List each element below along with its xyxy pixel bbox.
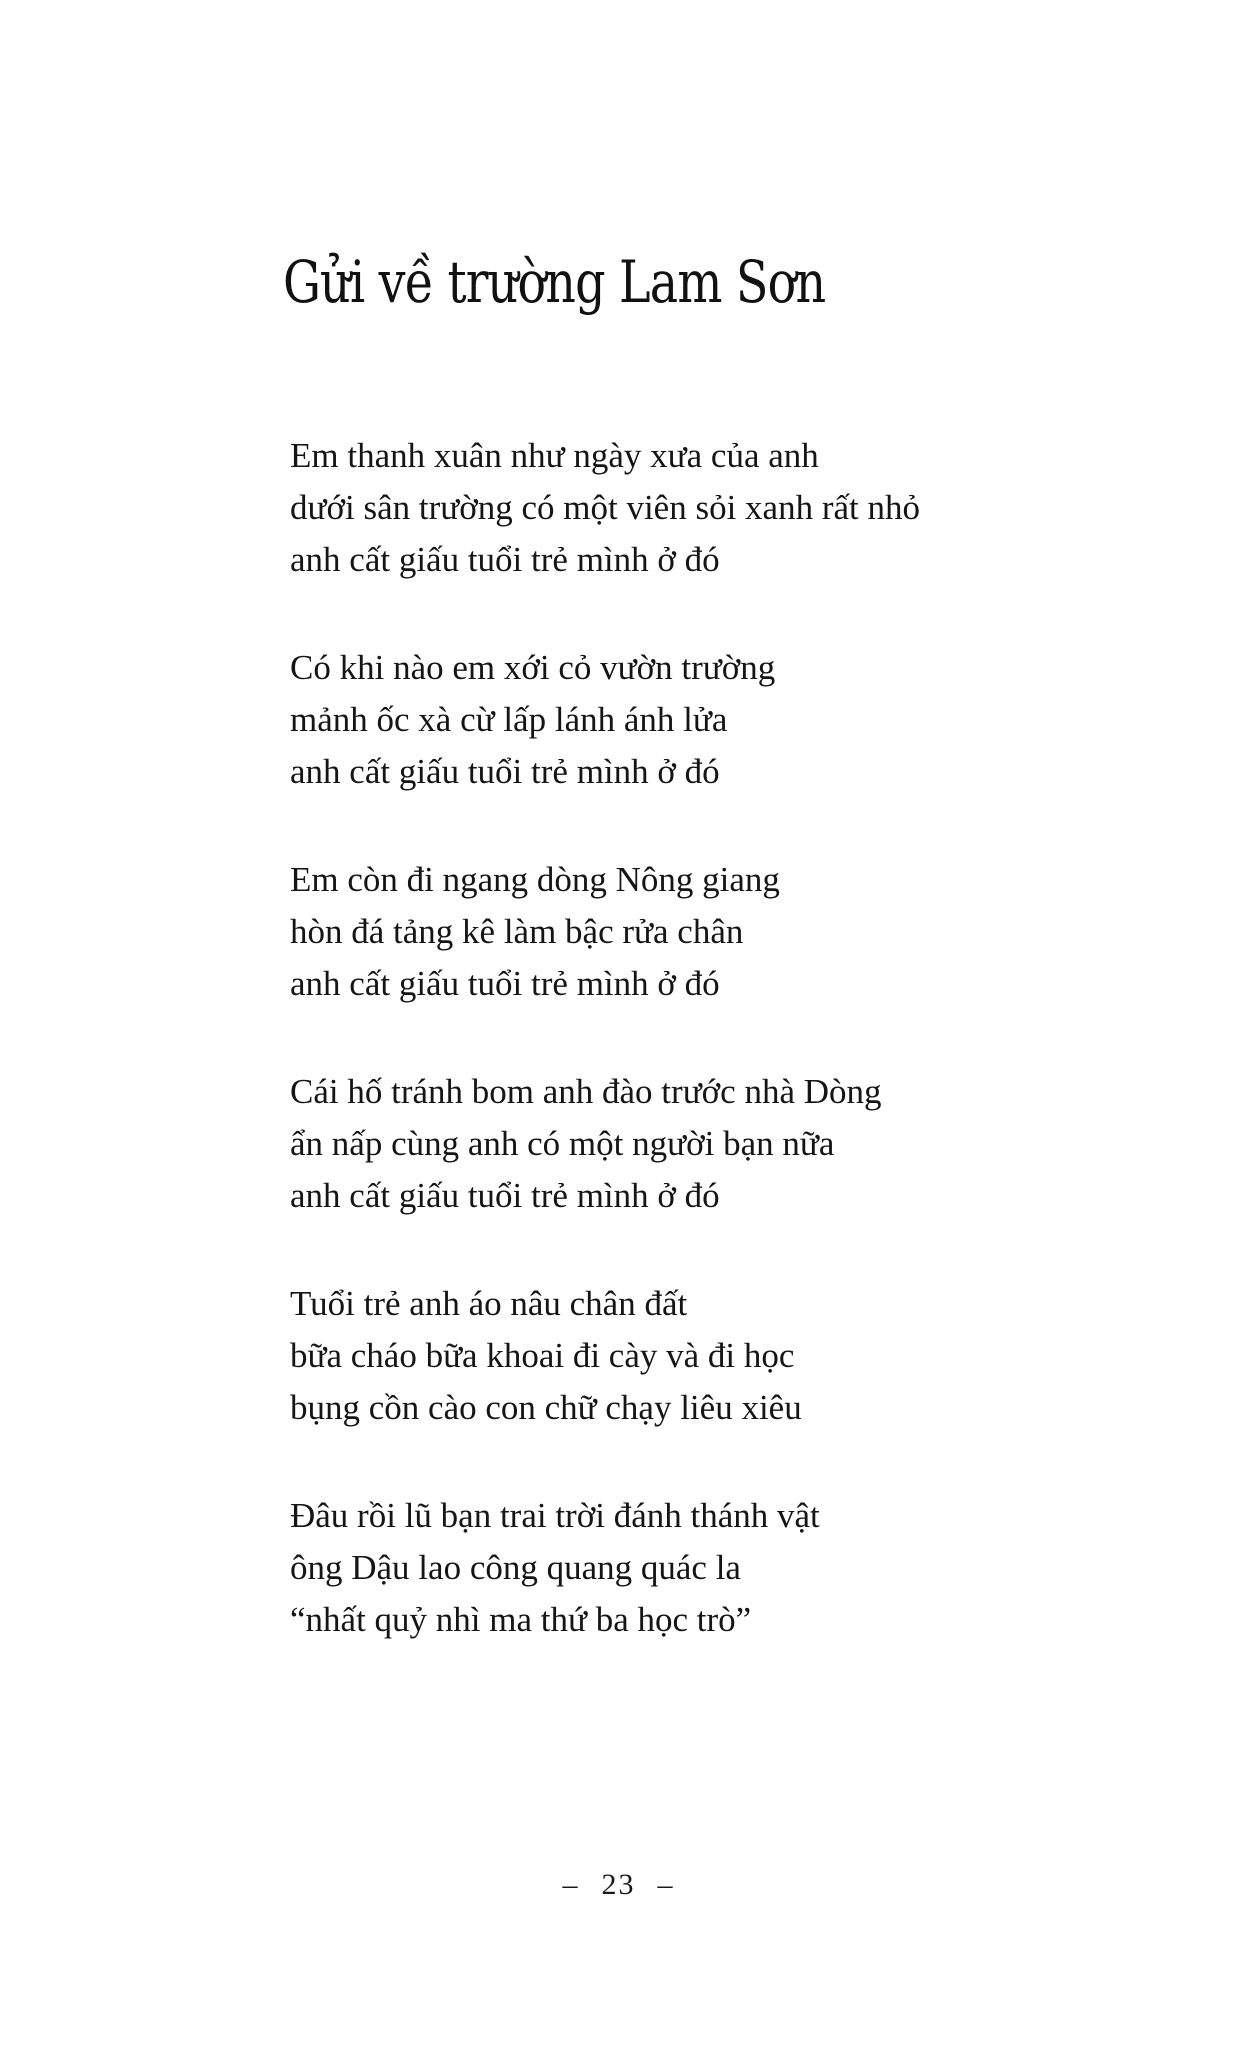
- poem-line: bụng cồn cào con chữ chạy liêu xiêu: [290, 1388, 802, 1427]
- poem-line: Tuổi trẻ anh áo nâu chân đất: [290, 1284, 688, 1323]
- stanza-1: [290, 430, 1090, 586]
- poem-line: bữa cháo bữa khoai đi cày và đi học: [290, 1336, 795, 1375]
- page-number-dash-left: –: [562, 1868, 580, 1901]
- poem-line: ông Dậu lao công quang quác la: [290, 1548, 741, 1587]
- page-number-value: 23: [601, 1868, 636, 1901]
- stanza-5: [290, 1278, 1090, 1434]
- poem-line: ẩn nấp cùng anh có một người bạn nữa: [290, 1124, 835, 1163]
- poem-line: Đâu rồi lũ bạn trai trời đánh thánh vật: [290, 1496, 820, 1535]
- poem-line: dưới sân trường có một viên sỏi xanh rất nhỏ: [290, 488, 920, 527]
- poem-line: anh cất giấu tuổi trẻ mình ở đó: [290, 540, 720, 579]
- stanza-4: [290, 1066, 1090, 1222]
- poem-line: hòn đá tảng kê làm bậc rửa chân: [290, 912, 744, 951]
- poem-line: anh cất giấu tuổi trẻ mình ở đó: [290, 752, 720, 791]
- page-number-dash-right: –: [657, 1868, 675, 1901]
- stanza-3: [290, 854, 1090, 1010]
- poem-line: anh cất giấu tuổi trẻ mình ở đó: [290, 1176, 720, 1215]
- poem-line: Cái hố tránh bom anh đào trước nhà Dòng: [290, 1072, 882, 1111]
- poem-line: Em còn đi ngang dòng Nông giang: [290, 860, 780, 899]
- poem-title: Gửi về trường Lam Sơn: [283, 248, 826, 316]
- page-number: [0, 1868, 1237, 1902]
- stanza-6: [290, 1490, 1090, 1646]
- poem-line: Em thanh xuân như ngày xưa của anh: [290, 436, 819, 475]
- poem-line: Có khi nào em xới cỏ vườn trường: [290, 648, 776, 687]
- poem-body: [290, 430, 1090, 1702]
- stanza-2: [290, 642, 1090, 798]
- poem-line: mảnh ốc xà cừ lấp lánh ánh lửa: [290, 700, 728, 739]
- poem-line: “nhất quỷ nhì ma thứ ba học trò”: [290, 1600, 752, 1639]
- poem-line: anh cất giấu tuổi trẻ mình ở đó: [290, 964, 720, 1003]
